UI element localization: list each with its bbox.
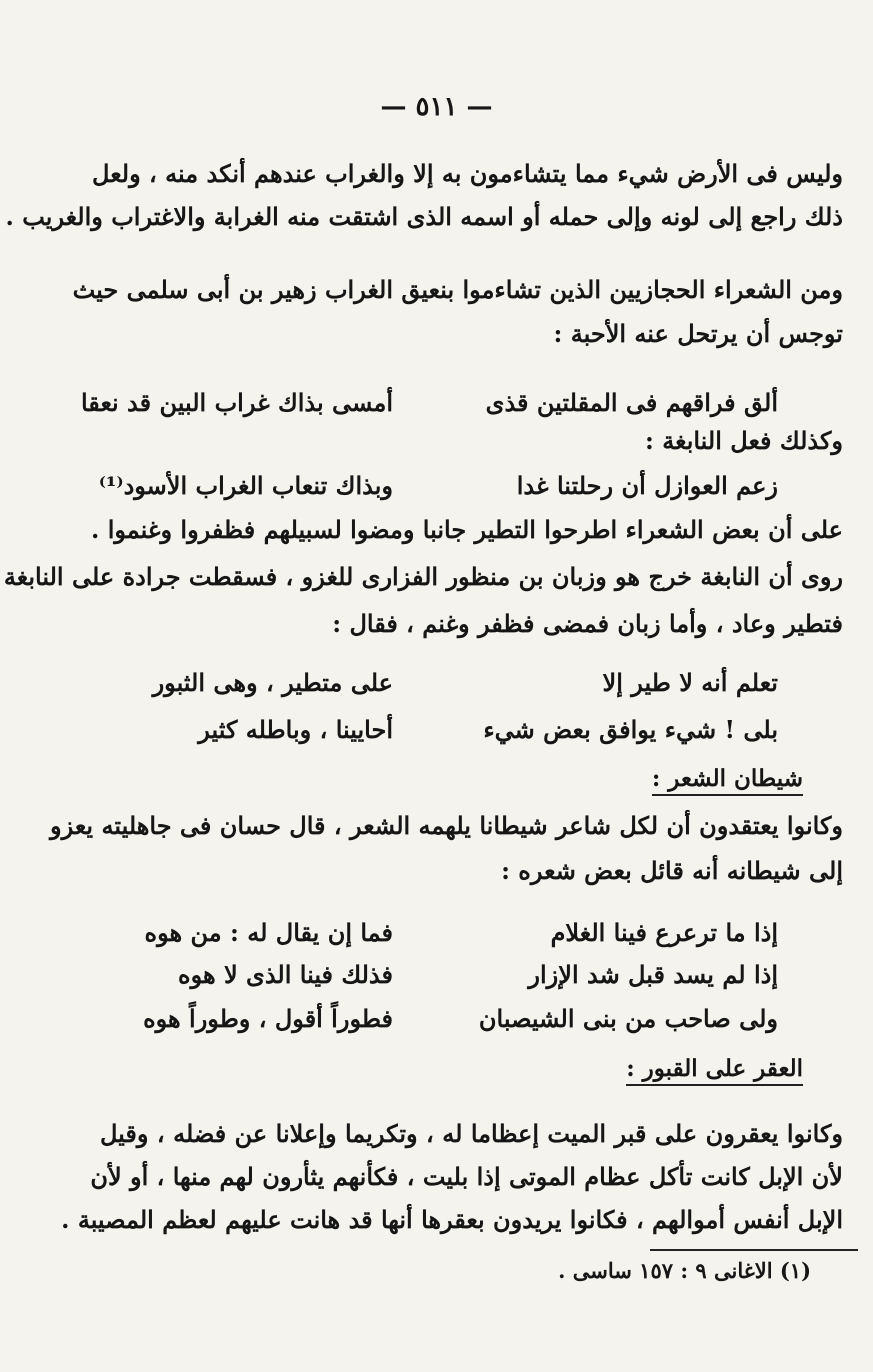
text-line: ومن الشعراء الحجازيين الذين تشاءموا بنعيق الغراب زهير بن أبى سلمى حيث bbox=[72, 275, 843, 304]
text-line: وليس فى الأرض شيء مما يتشاءمون به إلا والغراب عندهم أنكد منه ، ولعل bbox=[92, 159, 843, 188]
verse-hemistich: تعلم أنه لا طير إلا bbox=[602, 668, 778, 697]
footnote: (١) الاغانى ٩ : ١٥٧ ساسى . bbox=[558, 1258, 811, 1283]
footnote-divider bbox=[650, 1249, 858, 1251]
text-line: توجس أن يرتحل عنه الأحبة : bbox=[553, 319, 843, 348]
verse-hemistich: فما إن يقال له : من هوه bbox=[144, 918, 393, 947]
verse-hemistich: على متطير ، وهى الثبور bbox=[152, 668, 393, 697]
verse-hemistich: بلى ! شيء يوافق بعض شيء bbox=[483, 715, 778, 744]
verse-hemistich: فطوراً أقول ، وطوراً هوه bbox=[143, 1004, 393, 1033]
text-line: فتطير وعاد ، وأما زبان فمضى فظفر وغنم ، فقال : bbox=[332, 609, 843, 638]
verse-hemistich: إذا لم يسد قبل شد الإزار bbox=[528, 960, 778, 989]
verse-hemistich: وبذاك تنعاب الغراب الأسود⁽¹⁾ bbox=[98, 471, 393, 500]
verse-hemistich: ولى صاحب من بنى الشيصبان bbox=[478, 1004, 778, 1033]
text-line: ذلك راجع إلى لونه وإلى حمله أو اسمه الذى اشتقت منه الغرابة والاغتراب والغريب . bbox=[5, 202, 843, 231]
verse-hemistich: ألق فراقهم فى المقلتين قذى bbox=[485, 388, 778, 417]
text-line: وكانوا يعتقدون أن لكل شاعر شيطانا يلهمه الشعر ، قال حسان فى جاهليته يعزو bbox=[50, 811, 843, 840]
text-line: إلى شيطانه أنه قائل بعض شعره : bbox=[501, 856, 843, 885]
text-line: الإبل أنفس أموالهم ، فكانوا يريدون بعقرها أنها قد هانت عليهم لعظم المصيبة . bbox=[61, 1205, 843, 1234]
section-heading: العقر على القبور : bbox=[626, 1055, 803, 1086]
section-heading: شيطان الشعر : bbox=[652, 765, 803, 796]
text-line: روى أن النابغة خرج هو وزبان بن منظور الفزارى للغزو ، فسقطت جرادة على النابغة bbox=[3, 562, 843, 591]
text-line: وكذلك فعل النابغة : bbox=[645, 426, 843, 455]
verse-hemistich: أمسى بذاك غراب البين قد نعقا bbox=[80, 388, 393, 417]
verse-hemistich: أحايينا ، وباطله كثير bbox=[198, 715, 393, 744]
text-line: على أن بعض الشعراء اطرحوا التطير جانبا ومضوا لسبيلهم فظفروا وغنموا . bbox=[91, 515, 843, 544]
text-line: لأن الإبل كانت تأكل عظام الموتى إذا بليت ، فكأنهم يثأرون لهم منها ، أو لأن bbox=[90, 1162, 843, 1191]
text-line: وكانوا يعقرون على قبر الميت إعظاما له ، وتكريما وإعلانا عن فضله ، وقيل bbox=[100, 1119, 843, 1148]
verse-hemistich: زعم العوازل أن رحلتنا غدا bbox=[516, 471, 778, 500]
verse-hemistich: إذا ما ترعرع فينا الغلام bbox=[550, 918, 778, 947]
verse-hemistich: فذلك فينا الذى لا هوه bbox=[178, 960, 393, 989]
page-number: — ٥١١ — bbox=[380, 92, 493, 122]
